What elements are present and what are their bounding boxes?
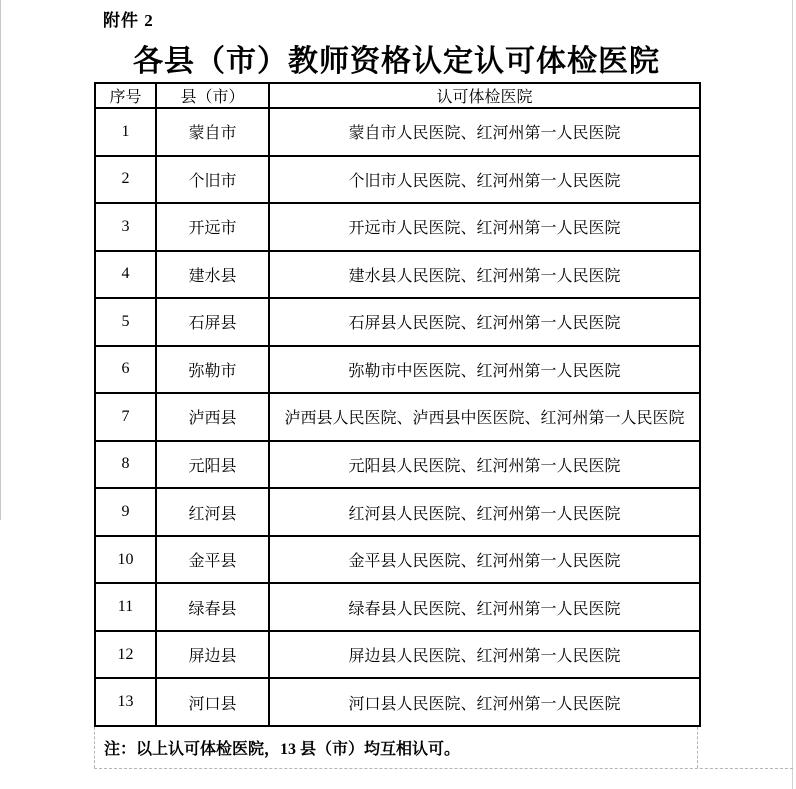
cell-county: 元阳县	[156, 441, 269, 489]
cell-hospitals: 蒙自市人民医院、红河州第一人民医院	[269, 108, 700, 156]
table-row	[95, 488, 700, 536]
page-edge-line-left	[0, 0, 1, 520]
cell-hospitals: 红河县人民医院、红河州第一人民医院	[269, 488, 700, 536]
cell-no: 9	[95, 488, 156, 536]
page-title: 各县（市）教师资格认定认可体检医院	[133, 45, 660, 78]
cell-no: 1	[95, 108, 156, 156]
cell-hospitals: 个旧市人民医院、红河州第一人民医院	[269, 156, 700, 204]
cell-no: 5	[95, 298, 156, 346]
cell-no: 6	[95, 346, 156, 394]
bottom-dashed-line	[94, 768, 793, 769]
hospital-table	[94, 82, 701, 727]
table-row	[95, 536, 700, 584]
table-row	[95, 631, 700, 679]
cell-hospitals: 金平县人民医院、红河州第一人民医院	[269, 536, 700, 584]
cell-hospitals: 屏边县人民医院、红河州第一人民医院	[269, 631, 700, 679]
page-edge-line-right	[792, 0, 793, 789]
cell-no: 10	[95, 536, 156, 584]
cell-no: 7	[95, 393, 156, 441]
header-cell-hospital: 认可体检医院	[269, 83, 700, 108]
cell-county: 屏边县	[156, 631, 269, 679]
cell-hospitals: 弥勒市中医医院、红河州第一人民医院	[269, 346, 700, 394]
cell-no: 11	[95, 583, 156, 631]
table-row	[95, 441, 700, 489]
cell-hospitals: 河口县人民医院、红河州第一人民医院	[269, 678, 700, 726]
table-header-row	[95, 83, 700, 108]
cell-county: 蒙自市	[156, 108, 269, 156]
header-cell-no: 序号	[95, 83, 156, 108]
table-row	[95, 203, 700, 251]
attachment-label: 附件 2	[103, 11, 154, 30]
cell-county: 开远市	[156, 203, 269, 251]
cell-no: 8	[95, 441, 156, 489]
cell-county: 个旧市	[156, 156, 269, 204]
table-row	[95, 298, 700, 346]
cell-county: 弥勒市	[156, 346, 269, 394]
cell-county: 河口县	[156, 678, 269, 726]
cell-hospitals: 建水县人民医院、红河州第一人民医院	[269, 251, 700, 299]
table-row	[95, 393, 700, 441]
table-row	[95, 251, 700, 299]
table-row	[95, 108, 700, 156]
table-row	[95, 583, 700, 631]
cell-hospitals: 绿春县人民医院、红河州第一人民医院	[269, 583, 700, 631]
cell-no: 4	[95, 251, 156, 299]
note-text: 注：以上认可体检医院，13 县（市）均互相认可。	[104, 741, 461, 758]
header-cell-county: 县（市）	[156, 83, 269, 108]
cell-county: 金平县	[156, 536, 269, 584]
cell-county: 泸西县	[156, 393, 269, 441]
cell-hospitals: 泸西县人民医院、泸西县中医医院、红河州第一人民医院	[269, 393, 700, 441]
cell-no: 2	[95, 156, 156, 204]
cell-hospitals: 石屏县人民医院、红河州第一人民医院	[269, 298, 700, 346]
cell-hospitals: 开远市人民医院、红河州第一人民医院	[269, 203, 700, 251]
table-row	[95, 678, 700, 726]
cell-county: 红河县	[156, 488, 269, 536]
table-row	[95, 346, 700, 394]
cell-no: 13	[95, 678, 156, 726]
cell-county: 石屏县	[156, 298, 269, 346]
cell-county: 绿春县	[156, 583, 269, 631]
cell-county: 建水县	[156, 251, 269, 299]
note-box	[94, 727, 698, 768]
table-row	[95, 156, 700, 204]
table-body	[95, 108, 700, 726]
cell-no: 12	[95, 631, 156, 679]
cell-hospitals: 元阳县人民医院、红河州第一人民医院	[269, 441, 700, 489]
cell-no: 3	[95, 203, 156, 251]
